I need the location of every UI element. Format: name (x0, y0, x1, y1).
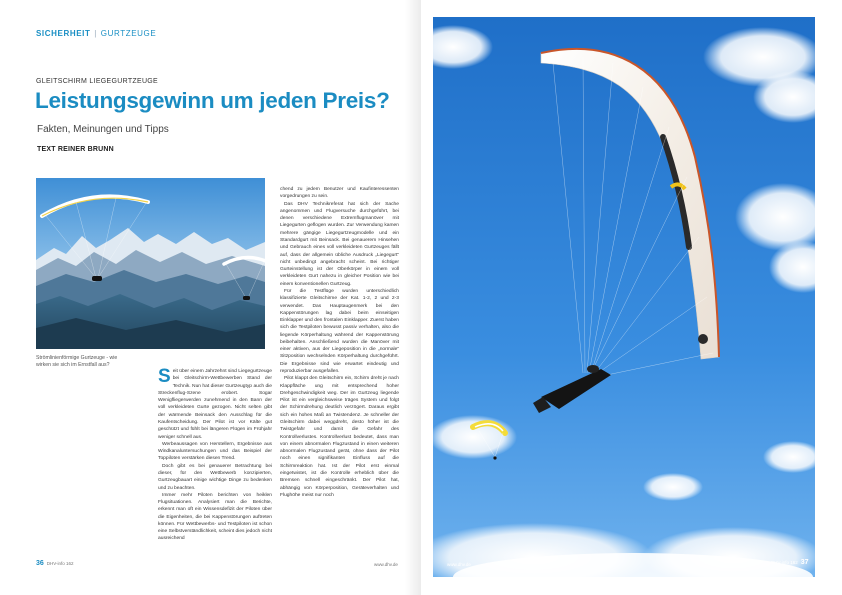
magazine-issue: DHV-info 162 (771, 560, 798, 565)
right-page (421, 0, 842, 595)
website-url: www.dhv.de (374, 562, 398, 567)
body-paragraph: Für die Testflüge wurden unterschiedlich klassifizierte Gleitschirme der Kat. 1-2, 2 und 2-3 verwendet. Das Hauptaugenmerk bei den Kappenstörungen lag dabei beim einseitigen Einklapper und den frontalen Einklapper. Zuerst haben sich die Testpiloten bewusst passiv verhalten, also die liegende Körperhaltung während der Kappenstörung beibehalten. Anschließend wurden die Manöver mit einer aktiven, aus der Liegeposition in die „normale“ Sitzposition wechselnden Körperhaltung durchgeführt. Die Ergebnisse sind wie erwartet eindeutig und reproduzierbar ausgefallen. (280, 288, 399, 375)
body-paragraph: Doch gibt es bei genauerer Betrachtung bei dieser, für den Wettbewerb konzipierten, Gurtzeugbauart einige wichtige Dinge zu bedenken und zu beachten. (158, 463, 272, 491)
section-label: SICHERHEIT (36, 29, 91, 38)
body-paragraph: Pilot klappt den Gleitschirm ein, Schirm dreht je nach Klappfläche ung mit entsprechend hoher Drehgeschwindigkeit weg. Der im Gurtzeug liegende Pilot ist ein vergleichsweise träges System und folgt der Schirmdrehung deutlich verzögert. Daraus ergibt sich ein hohes Maß an Twistendenz. Je schneller der Gleitschirm dabei weggdreht, desto höher ist die Twistgefahr und damit die Gefahr des Kontrollverlustes. Kontrollverlust bedeutet, dass man von einem abnormalen Flugzustand in einen weiteren abnormalen Flugzustand gerät, ohne dass der Pilot noch einen signifikanten Einfluss auf die Schirmreaktion hat. Ist der Pilot erst einmal eingetwistet, ist die Kontrolle erheblich über die Bremsen schnell eingeschränkt. Der Pilot hat, abhängig von Körperposition, Geräteverhalten und Flughöhe meist nur noch (280, 376, 399, 498)
dropcap: S (158, 366, 171, 387)
page-number-left: 36 DHV-info 162 (36, 560, 74, 567)
body-paragraph: Immer mehr Piloten berichten von heiklen Flugsituationen. Analysiert man die Berichte, erkennt man oft ein Wissensdefizit der Piloten über die Eigenheiten, die bei Kappenstörungen auftreten können. Für Wettbewerbs- und Testpiloten ist schon eine Selbstverständlichkeit, scheint dies jedoch nicht ausreichend (158, 492, 272, 542)
article-headline: Leistungsgewinn um jeden Preis? (35, 88, 390, 113)
article-kicker: GLEITSCHIRM LIEGEGURTZEUGE (36, 78, 159, 85)
body-paragraph: Werbeaussagen von Herstellern, Ergebnisse aus Windkanaluntersuchungen und das Beispiel der Toppiloten verstärken diesen Trend. (158, 441, 272, 462)
body-paragraph: chend zu jedem Benutzer und Kaufinteressenten vorgedrungen zu sein. (280, 187, 399, 200)
page-number-right: DHV-info 162 37 (771, 559, 809, 566)
alpine-paragliders-photo (36, 178, 265, 349)
article-byline: TEXT REINER BRUNN (37, 146, 114, 153)
website-url: www.dhv.de (447, 562, 471, 567)
body-column-1 (158, 368, 272, 543)
body-column-2 (280, 186, 399, 499)
section-header (36, 29, 156, 38)
section-separator: | (94, 29, 97, 38)
subsection-label: GURTZEUGE (100, 29, 157, 38)
body-paragraph: Das DHV Technikreferat hat sich der Sache angenommen und Flugversuche durchgeführt, bei denen verschiedene Extremflugmanöver mit Liegegurten geflogen wurden. Zur Verwendung kamen mehrere gängige Liegegurtzeugmodelle und ein Standardgurt mit Beinsack. Bei genauerem Hinsehen und Gebrauch eines voll verkleideten Gurtzeuges fällt auf, dass der allgemein übliche Ausdruck „Liegegurt“ nicht unbedingt angebracht scheint. Bei richtiger Gurteinstellung ist der Oberkörper in einem voll verkleideten Gurt nahezu in gleicher Position wie bei einem konventionellen Gurtzeug. (280, 201, 399, 287)
body-paragraph: Seit über einem Jahrzehnt sind Liegegurtzeuge bei Gleitschirm-Wettbewerben Stand der Technik. Nun hat dieser Gurtzeugtyp auch die Streckenflug-Szene erobert. Sogar Wenigfliegerwerden zunehmend in den Bann der voll verkleideten Gurte gezogen. Nicht selten gibt der wärmende Beinsack den Ausschlag für die Kaufentscheidung. Der Pilot ist vor Kälte gut geschützt und fühlt bei längeren Flügen im Frühjahr weniger schnell aus. (158, 366, 272, 440)
paraglider-sky-photo (433, 17, 815, 577)
photo-caption: Strömlinienförmige Gurtzeuge - wie wirken sie sich im Ernstfall aus? (36, 355, 118, 369)
gutter-shadow (405, 0, 421, 595)
article-subhead: Fakten, Meinungen und Tipps (37, 124, 169, 135)
magazine-issue: DHV-info 162 (46, 561, 74, 566)
